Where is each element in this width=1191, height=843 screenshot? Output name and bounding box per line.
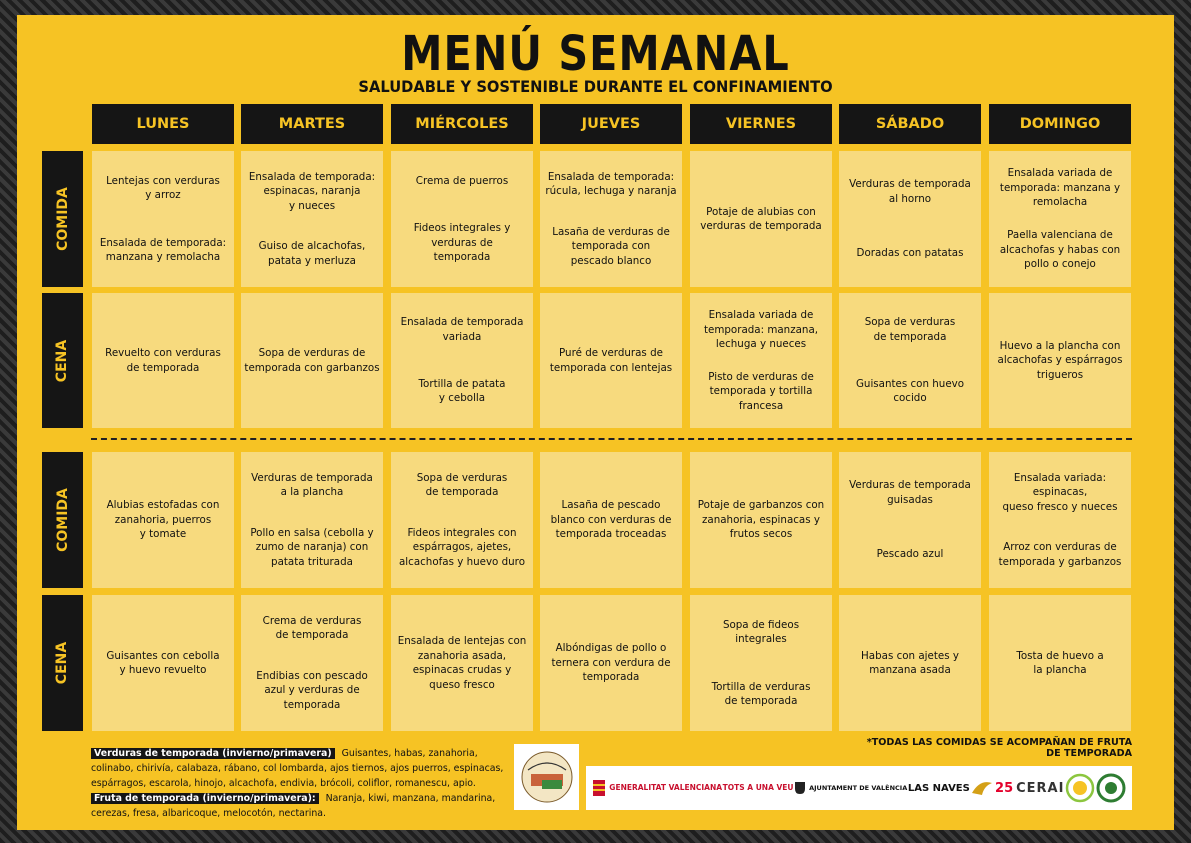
row-label-comida [42, 452, 83, 588]
dish-text: Albóndigas de pollo o ternera con verdura de temporada [551, 642, 671, 684]
ajuntament-logo: AJUNTAMENT DE VALÈNCIA [794, 781, 907, 795]
dish-text: Guisantes con cebolla y huevo revuelto [106, 649, 220, 676]
dish-text: Sopa de verduras de temporada con garbanzos [244, 347, 380, 374]
dish-text: Habas con ajetes y manzana asada [861, 649, 959, 676]
dish-text: Guisantes con huevo cocido [855, 377, 965, 405]
dish-text: Fideos integrales con espárragos, ajetes, alcachofas y huevo duro [399, 526, 525, 568]
dish-text: Ensalada de temporada variada [400, 316, 524, 343]
gva-shield-icon [592, 779, 606, 797]
dish-text: Arroz con verduras de temporada y garbanzos [998, 541, 1122, 568]
dish-text: Ensalada de temporada: manzana y remolacha [99, 236, 227, 263]
day-header-0: LUNES [92, 104, 234, 144]
menu-cell [241, 151, 383, 287]
dish-text: Huevo a la plancha con alcachofas y espárragos trigueros [997, 339, 1123, 381]
menu-cell [839, 595, 981, 731]
dish-text: Endibias con pescado azul y verduras de temporada [256, 669, 368, 711]
menu-cell [540, 452, 682, 588]
row-label-comida [42, 151, 83, 287]
green-seal-logo [1096, 773, 1126, 803]
dish-text: Sopa de verduras de temporada [864, 316, 956, 343]
row-label-text: CENA [54, 641, 71, 685]
week-divider [91, 438, 1132, 440]
day-header-4: VIERNES [690, 104, 832, 144]
fruit-note: *TODAS LAS COMIDAS SE ACOMPAÑAN DE FRUTA DE TEMPORADA [866, 737, 1132, 759]
menu-cell [391, 293, 533, 428]
dish-text: Potaje de alubias con verduras de temporada [700, 205, 822, 232]
tots-logo: TOTS A UNA VEU [722, 783, 794, 792]
menu-cell [690, 293, 832, 428]
dish-text: Pollo en salsa (cebolla y zumo de naranja) con patata triturada [250, 526, 374, 568]
dish-text: Alubias estofadas con zanahoria, puerros y tomate [106, 499, 220, 541]
dish-text: Revuelto con verduras de temporada [105, 347, 221, 374]
day-header-1: MARTES [241, 104, 383, 144]
coordinadora-bird-icon [970, 777, 994, 799]
menu-cell [92, 293, 234, 428]
row-label-text: CENA [54, 339, 71, 382]
menu-poster [17, 15, 1174, 830]
dish-text: Tortilla de verduras de temporada [711, 680, 811, 707]
menu-cell [391, 452, 533, 588]
dish-text: Lentejas con verduras y arroz [106, 174, 220, 201]
menu-cell [690, 595, 832, 731]
dish-text: Ensalada de temporada: espinacas, naranja y nueces [248, 170, 376, 212]
dish-text: Lasaña de verduras de temporada con pescado blanco [552, 225, 670, 267]
row-label-cena [42, 595, 83, 731]
dish-text: Pescado azul [876, 548, 944, 561]
menu-cell [989, 452, 1131, 588]
menu-cell [391, 595, 533, 731]
dish-text: Puré de verduras de temporada con lentejas [549, 347, 673, 374]
day-header-5: SÁBADO [839, 104, 981, 144]
gva-logo: GENERALITAT VALENCIANA [592, 779, 722, 797]
seasonal-legend [91, 746, 511, 821]
dish-text: Crema de puerros [415, 174, 509, 187]
campaign-badge [514, 744, 579, 810]
dish-text: Ensalada variada: espinacas, queso fresco y nueces [1002, 471, 1118, 513]
dish-text: Ensalada de temporada: rúcula, lechuga y naranja [545, 170, 677, 198]
menu-cell [391, 151, 533, 287]
dish-text: Crema de verduras de temporada [262, 614, 362, 642]
dish-text: Doradas con patatas [856, 247, 964, 260]
menu-cell [839, 293, 981, 428]
menu-cell [92, 452, 234, 588]
dish-text: Verduras de temporada al horno [849, 178, 971, 205]
circular-logo [1065, 773, 1095, 803]
menu-cell [241, 595, 383, 731]
cerai-logo: 25 CERAI [995, 780, 1065, 796]
campaign-badge-icon [520, 750, 574, 804]
fruta-text: Naranja, kiwi, manzana, mandarina, cerezas, fresa, albaricoque, melocotón, nectarina. [91, 793, 496, 819]
menu-cell [839, 452, 981, 588]
menu-cell [540, 151, 682, 287]
menu-cell [989, 595, 1131, 731]
day-header-3: JUEVES [540, 104, 682, 144]
ajuntament-crest-icon [794, 781, 806, 795]
row-label-text: COMIDA [54, 488, 71, 552]
row-label-cena [42, 293, 83, 428]
menu-cell [690, 151, 832, 287]
sponsor-logos [586, 766, 1132, 810]
dish-text: Ensalada variada de temporada: manzana y remolacha [999, 167, 1121, 209]
verduras-text: Guisantes, habas, zanahoria, colinabo, chirivía, calabaza, rábano, col lombarda, ajos tiernos, ajos puerros, espinacas, espárragos, escarola, hinojo, alcachofa, endivia, brócoli, coliflor, romanescu, apio. [91, 748, 504, 789]
day-header-6: DOMINGO [989, 104, 1131, 144]
dish-text: Ensalada variada de temporada: manzana, lechuga y nueces [703, 309, 819, 350]
dish-text: Pisto de verduras de temporada y tortilla francesa [708, 370, 814, 412]
dish-text: Tosta de huevo a la plancha [1016, 649, 1104, 676]
menu-cell [989, 293, 1131, 428]
verduras-label: Verduras de temporada (invierno/primavera) [91, 748, 335, 759]
dish-text: Paella valenciana de alcachofas y habas con pollo o conejo [999, 229, 1121, 271]
menu-cell [839, 151, 981, 287]
day-header-2: MIÉRCOLES [391, 104, 533, 144]
menu-cell [92, 151, 234, 287]
menu-cell [241, 452, 383, 588]
dish-text: Sopa de verduras de temporada [416, 471, 508, 499]
menu-cell [690, 452, 832, 588]
dish-text: Sopa de fideos integrales [722, 618, 800, 645]
las-naves-logo: LAS NAVES [907, 782, 970, 794]
menu-cell [540, 595, 682, 731]
dish-text: Potaje de garbanzos con zanahoria, espinacas y frutos secos [697, 499, 825, 541]
dish-text: Verduras de temporada a la plancha [251, 471, 373, 499]
menu-cell [92, 595, 234, 731]
circular-emblem-icon [1065, 773, 1095, 803]
green-seal-icon [1096, 773, 1126, 803]
dish-text: Fideos integrales y verduras de temporada [413, 222, 511, 263]
fruta-label: Fruta de temporada (invierno/primavera): [91, 793, 319, 804]
page-title: MENÚ SEMANAL [401, 24, 790, 82]
dish-text: Ensalada de lentejas con zanahoria asada, espinacas crudas y queso fresco [397, 635, 527, 691]
page-subtitle: SALUDABLE Y SOSTENIBLE DURANTE EL CONFINAMIENTO [358, 77, 833, 96]
dish-text: Guiso de alcachofas, patata y merluza [258, 240, 366, 267]
dish-text: Lasaña de pescado blanco con verduras de temporada troceadas [550, 499, 672, 541]
coordinadora-logo [970, 777, 994, 799]
dish-text: Verduras de temporada guisadas [849, 479, 971, 506]
dish-text: Tortilla de patata y cebolla [418, 377, 506, 405]
menu-cell [241, 293, 383, 428]
row-label-text: COMIDA [54, 187, 71, 251]
menu-cell [989, 151, 1131, 287]
menu-cell [540, 293, 682, 428]
